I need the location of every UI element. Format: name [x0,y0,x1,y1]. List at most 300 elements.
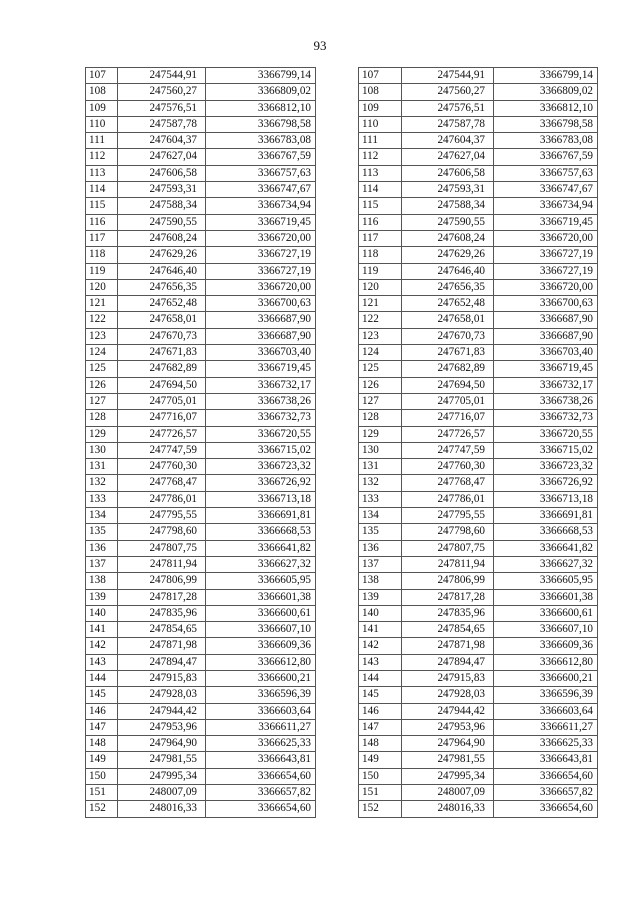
y-coordinate-cell: 3366703,40 [206,345,316,361]
point-number-cell: 108 [86,84,118,100]
point-number-cell: 137 [86,556,118,572]
x-coordinate-cell: 247694,50 [118,377,206,393]
point-number-cell: 132 [359,475,402,491]
table-row [359,556,598,572]
point-number-cell: 149 [86,752,118,768]
point-number-cell: 128 [86,410,118,426]
point-number-cell: 111 [359,133,402,149]
x-coordinate-cell: 247760,30 [402,459,494,475]
coordinates-table-right [358,67,598,818]
y-coordinate-cell: 3366720,00 [494,230,598,246]
y-coordinate-cell: 3366611,27 [206,719,316,735]
y-coordinate-cell: 3366767,59 [494,149,598,165]
point-number-cell: 129 [359,426,402,442]
x-coordinate-cell: 248016,33 [402,801,494,817]
x-coordinate-cell: 247964,90 [402,736,494,752]
table-row [359,687,598,703]
x-coordinate-cell: 248016,33 [118,801,206,817]
y-coordinate-cell: 3366720,00 [206,230,316,246]
table-row [86,263,316,279]
point-number-cell: 121 [359,296,402,312]
point-number-cell: 143 [359,654,402,670]
x-coordinate-cell: 247760,30 [118,459,206,475]
y-coordinate-cell: 3366720,55 [494,426,598,442]
table-row [359,116,598,132]
table-row [359,622,598,638]
y-coordinate-cell: 3366607,10 [494,622,598,638]
table-row [86,149,316,165]
point-number-cell: 119 [86,263,118,279]
point-number-cell: 137 [359,556,402,572]
table-row [86,165,316,181]
y-coordinate-cell: 3366700,63 [494,296,598,312]
point-number-cell: 122 [359,312,402,328]
x-coordinate-cell: 247671,83 [118,345,206,361]
y-coordinate-cell: 3366732,17 [494,377,598,393]
table-row [86,491,316,507]
point-number-cell: 123 [359,328,402,344]
point-number-cell: 107 [359,68,402,84]
y-coordinate-cell: 3366809,02 [206,84,316,100]
x-coordinate-cell: 247835,96 [402,605,494,621]
point-number-cell: 127 [86,393,118,409]
point-number-cell: 113 [359,165,402,181]
y-coordinate-cell: 3366719,45 [494,214,598,230]
x-coordinate-cell: 247768,47 [118,475,206,491]
y-coordinate-cell: 3366691,81 [494,508,598,524]
x-coordinate-cell: 247544,91 [402,68,494,84]
x-coordinate-cell: 247604,37 [118,133,206,149]
y-coordinate-cell: 3366812,10 [206,100,316,116]
x-coordinate-cell: 247705,01 [118,393,206,409]
x-coordinate-cell: 247768,47 [402,475,494,491]
point-number-cell: 117 [359,230,402,246]
table-row [86,670,316,686]
y-coordinate-cell: 3366719,45 [206,214,316,230]
table-row [86,475,316,491]
table-row [86,540,316,556]
y-coordinate-cell: 3366625,33 [206,736,316,752]
y-coordinate-cell: 3366703,40 [494,345,598,361]
table-row [359,263,598,279]
y-coordinate-cell: 3366713,18 [206,491,316,507]
y-coordinate-cell: 3366799,14 [494,68,598,84]
point-number-cell: 120 [86,279,118,295]
point-number-cell: 128 [359,410,402,426]
table-row [359,247,598,263]
x-coordinate-cell: 247747,59 [402,442,494,458]
table-row [359,214,598,230]
table-row [86,214,316,230]
y-coordinate-cell: 3366654,60 [206,768,316,784]
x-coordinate-cell: 247629,26 [118,247,206,263]
table-row [86,279,316,295]
table-row [359,801,598,817]
table-row [359,491,598,507]
x-coordinate-cell: 247658,01 [402,312,494,328]
table-row [359,393,598,409]
table-row [359,279,598,295]
page-number: 93 [313,38,327,53]
table-row [86,198,316,214]
x-coordinate-cell: 247590,55 [118,214,206,230]
x-coordinate-cell: 247671,83 [402,345,494,361]
y-coordinate-cell: 3366734,94 [206,198,316,214]
x-coordinate-cell: 247894,47 [402,654,494,670]
point-number-cell: 108 [359,84,402,100]
table-row [359,768,598,784]
point-number-cell: 107 [86,68,118,84]
table-row [359,589,598,605]
point-number-cell: 130 [359,442,402,458]
table-row [359,133,598,149]
point-number-cell: 151 [86,785,118,801]
y-coordinate-cell: 3366643,81 [494,752,598,768]
table-row [359,230,598,246]
x-coordinate-cell: 247629,26 [402,247,494,263]
point-number-cell: 123 [86,328,118,344]
table-row [359,182,598,198]
y-coordinate-cell: 3366719,45 [494,361,598,377]
table-row [86,410,316,426]
table-row [359,638,598,654]
x-coordinate-cell: 247587,78 [118,116,206,132]
point-number-cell: 125 [359,361,402,377]
table-row [86,605,316,621]
table-row [86,182,316,198]
x-coordinate-cell: 247981,55 [118,752,206,768]
point-number-cell: 135 [86,524,118,540]
table-row [86,508,316,524]
y-coordinate-cell: 3366713,18 [494,491,598,507]
point-number-cell: 125 [86,361,118,377]
x-coordinate-cell: 247646,40 [118,263,206,279]
table-row [359,524,598,540]
x-coordinate-cell: 247806,99 [402,573,494,589]
y-coordinate-cell: 3366601,38 [206,589,316,605]
table-row [86,68,316,84]
x-coordinate-cell: 247656,35 [118,279,206,295]
y-coordinate-cell: 3366719,45 [206,361,316,377]
x-coordinate-cell: 247915,83 [402,670,494,686]
x-coordinate-cell: 247811,94 [402,556,494,572]
point-number-cell: 146 [86,703,118,719]
x-coordinate-cell: 247995,34 [402,768,494,784]
point-number-cell: 115 [86,198,118,214]
y-coordinate-cell: 3366612,80 [494,654,598,670]
point-number-cell: 138 [86,573,118,589]
point-number-cell: 110 [86,116,118,132]
x-coordinate-cell: 247576,51 [402,100,494,116]
y-coordinate-cell: 3366657,82 [206,785,316,801]
y-coordinate-cell: 3366687,90 [206,312,316,328]
point-number-cell: 147 [86,719,118,735]
point-number-cell: 116 [359,214,402,230]
x-coordinate-cell: 247658,01 [118,312,206,328]
table-row [359,785,598,801]
y-coordinate-cell: 3366600,21 [494,670,598,686]
coordinates-table-left [85,67,316,818]
y-coordinate-cell: 3366687,90 [494,328,598,344]
y-coordinate-cell: 3366596,39 [206,687,316,703]
x-coordinate-cell: 247995,34 [118,768,206,784]
x-coordinate-cell: 247670,73 [402,328,494,344]
x-coordinate-cell: 247806,99 [118,573,206,589]
x-coordinate-cell: 247817,28 [402,589,494,605]
x-coordinate-cell: 247560,27 [402,84,494,100]
table-row [86,328,316,344]
point-number-cell: 142 [359,638,402,654]
x-coordinate-cell: 247786,01 [118,491,206,507]
point-number-cell: 152 [86,801,118,817]
x-coordinate-cell: 247798,60 [118,524,206,540]
point-number-cell: 124 [86,345,118,361]
y-coordinate-cell: 3366809,02 [494,84,598,100]
point-number-cell: 150 [86,768,118,784]
y-coordinate-cell: 3366720,00 [206,279,316,295]
y-coordinate-cell: 3366783,08 [494,133,598,149]
point-number-cell: 114 [359,182,402,198]
point-number-cell: 146 [359,703,402,719]
y-coordinate-cell: 3366627,32 [494,556,598,572]
table-row [359,198,598,214]
x-coordinate-cell: 247894,47 [118,654,206,670]
x-coordinate-cell: 247608,24 [118,230,206,246]
table-row [86,654,316,670]
x-coordinate-cell: 247652,48 [402,296,494,312]
point-number-cell: 141 [86,622,118,638]
x-coordinate-cell: 247854,65 [402,622,494,638]
point-number-cell: 130 [86,442,118,458]
point-number-cell: 109 [86,100,118,116]
table-row [86,703,316,719]
table-row [359,475,598,491]
x-coordinate-cell: 247928,03 [402,687,494,703]
point-number-cell: 149 [359,752,402,768]
table-row [359,426,598,442]
table-row [359,68,598,84]
table-row [86,84,316,100]
x-coordinate-cell: 247646,40 [402,263,494,279]
point-number-cell: 127 [359,393,402,409]
y-coordinate-cell: 3366654,60 [206,801,316,817]
point-number-cell: 138 [359,573,402,589]
x-coordinate-cell: 247854,65 [118,622,206,638]
y-coordinate-cell: 3366727,19 [206,263,316,279]
point-number-cell: 126 [86,377,118,393]
point-number-cell: 140 [359,605,402,621]
x-coordinate-cell: 247871,98 [402,638,494,654]
y-coordinate-cell: 3366601,38 [494,589,598,605]
table-row [86,116,316,132]
point-number-cell: 118 [86,247,118,263]
table-row [86,719,316,735]
x-coordinate-cell: 248007,09 [118,785,206,801]
y-coordinate-cell: 3366732,73 [206,410,316,426]
x-coordinate-cell: 247817,28 [118,589,206,605]
point-number-cell: 119 [359,263,402,279]
y-coordinate-cell: 3366654,60 [494,801,598,817]
table-row [359,296,598,312]
table-row [359,165,598,181]
table-row [86,426,316,442]
y-coordinate-cell: 3366723,32 [206,459,316,475]
y-coordinate-cell: 3366723,32 [494,459,598,475]
x-coordinate-cell: 247795,55 [402,508,494,524]
x-coordinate-cell: 247953,96 [402,719,494,735]
x-coordinate-cell: 247716,07 [118,410,206,426]
point-number-cell: 148 [86,736,118,752]
y-coordinate-cell: 3366609,36 [494,638,598,654]
x-coordinate-cell: 247590,55 [402,214,494,230]
point-number-cell: 135 [359,524,402,540]
x-coordinate-cell: 247588,34 [402,198,494,214]
y-coordinate-cell: 3366715,02 [494,442,598,458]
point-number-cell: 122 [86,312,118,328]
table-row [86,312,316,328]
y-coordinate-cell: 3366783,08 [206,133,316,149]
table-row [359,345,598,361]
table-row [86,230,316,246]
x-coordinate-cell: 247964,90 [118,736,206,752]
x-coordinate-cell: 247656,35 [402,279,494,295]
x-coordinate-cell: 247606,58 [118,165,206,181]
x-coordinate-cell: 247606,58 [402,165,494,181]
x-coordinate-cell: 247682,89 [402,361,494,377]
table-row [359,670,598,686]
table-row [86,393,316,409]
y-coordinate-cell: 3366605,95 [206,573,316,589]
table-row [359,100,598,116]
table-row [86,524,316,540]
y-coordinate-cell: 3366600,61 [206,605,316,621]
y-coordinate-cell: 3366757,63 [494,165,598,181]
table-row [359,377,598,393]
table-row [86,100,316,116]
table-row [359,149,598,165]
point-number-cell: 143 [86,654,118,670]
y-coordinate-cell: 3366812,10 [494,100,598,116]
y-coordinate-cell: 3366691,81 [206,508,316,524]
x-coordinate-cell: 247670,73 [118,328,206,344]
x-coordinate-cell: 247588,34 [118,198,206,214]
point-number-cell: 120 [359,279,402,295]
x-coordinate-cell: 247953,96 [118,719,206,735]
table-row [86,247,316,263]
point-number-cell: 147 [359,719,402,735]
point-number-cell: 134 [359,508,402,524]
y-coordinate-cell: 3366668,53 [206,524,316,540]
y-coordinate-cell: 3366605,95 [494,573,598,589]
table-row [86,345,316,361]
x-coordinate-cell: 247747,59 [118,442,206,458]
table-row [359,605,598,621]
point-number-cell: 131 [359,459,402,475]
point-number-cell: 145 [359,687,402,703]
y-coordinate-cell: 3366687,90 [206,328,316,344]
table-row [86,556,316,572]
x-coordinate-cell: 247726,57 [402,426,494,442]
point-number-cell: 136 [359,540,402,556]
y-coordinate-cell: 3366607,10 [206,622,316,638]
table-row [86,736,316,752]
point-number-cell: 145 [86,687,118,703]
y-coordinate-cell: 3366609,36 [206,638,316,654]
table-row [86,296,316,312]
y-coordinate-cell: 3366603,64 [494,703,598,719]
point-number-cell: 112 [86,149,118,165]
point-number-cell: 121 [86,296,118,312]
table-row [359,84,598,100]
point-number-cell: 134 [86,508,118,524]
y-coordinate-cell: 3366720,00 [494,279,598,295]
table-row [86,768,316,784]
table-row [359,654,598,670]
point-number-cell: 136 [86,540,118,556]
point-number-cell: 115 [359,198,402,214]
x-coordinate-cell: 247786,01 [402,491,494,507]
table-row [359,573,598,589]
table-row [359,459,598,475]
table-row [86,785,316,801]
table-row [86,752,316,768]
y-coordinate-cell: 3366600,21 [206,670,316,686]
x-coordinate-cell: 247807,75 [118,540,206,556]
point-number-cell: 152 [359,801,402,817]
y-coordinate-cell: 3366641,82 [494,540,598,556]
point-number-cell: 144 [86,670,118,686]
y-coordinate-cell: 3366727,19 [494,263,598,279]
x-coordinate-cell: 247915,83 [118,670,206,686]
x-coordinate-cell: 247798,60 [402,524,494,540]
table-row [359,736,598,752]
point-number-cell: 109 [359,100,402,116]
point-number-cell: 139 [86,589,118,605]
point-number-cell: 124 [359,345,402,361]
y-coordinate-cell: 3366668,53 [494,524,598,540]
x-coordinate-cell: 247807,75 [402,540,494,556]
y-coordinate-cell: 3366612,80 [206,654,316,670]
point-number-cell: 117 [86,230,118,246]
x-coordinate-cell: 247716,07 [402,410,494,426]
point-number-cell: 110 [359,116,402,132]
y-coordinate-cell: 3366596,39 [494,687,598,703]
y-coordinate-cell: 3366738,26 [494,393,598,409]
point-number-cell: 140 [86,605,118,621]
point-number-cell: 111 [86,133,118,149]
table-row [359,361,598,377]
y-coordinate-cell: 3366747,67 [206,182,316,198]
y-coordinate-cell: 3366727,19 [206,247,316,263]
y-coordinate-cell: 3366732,73 [494,410,598,426]
y-coordinate-cell: 3366625,33 [494,736,598,752]
y-coordinate-cell: 3366732,17 [206,377,316,393]
y-coordinate-cell: 3366687,90 [494,312,598,328]
x-coordinate-cell: 247811,94 [118,556,206,572]
point-number-cell: 142 [86,638,118,654]
point-number-cell: 131 [86,459,118,475]
table-row [359,328,598,344]
table-row [86,377,316,393]
point-number-cell: 139 [359,589,402,605]
table-row [86,361,316,377]
x-coordinate-cell: 247652,48 [118,296,206,312]
x-coordinate-cell: 248007,09 [402,785,494,801]
x-coordinate-cell: 247871,98 [118,638,206,654]
table-row [86,442,316,458]
x-coordinate-cell: 247608,24 [402,230,494,246]
y-coordinate-cell: 3366738,26 [206,393,316,409]
